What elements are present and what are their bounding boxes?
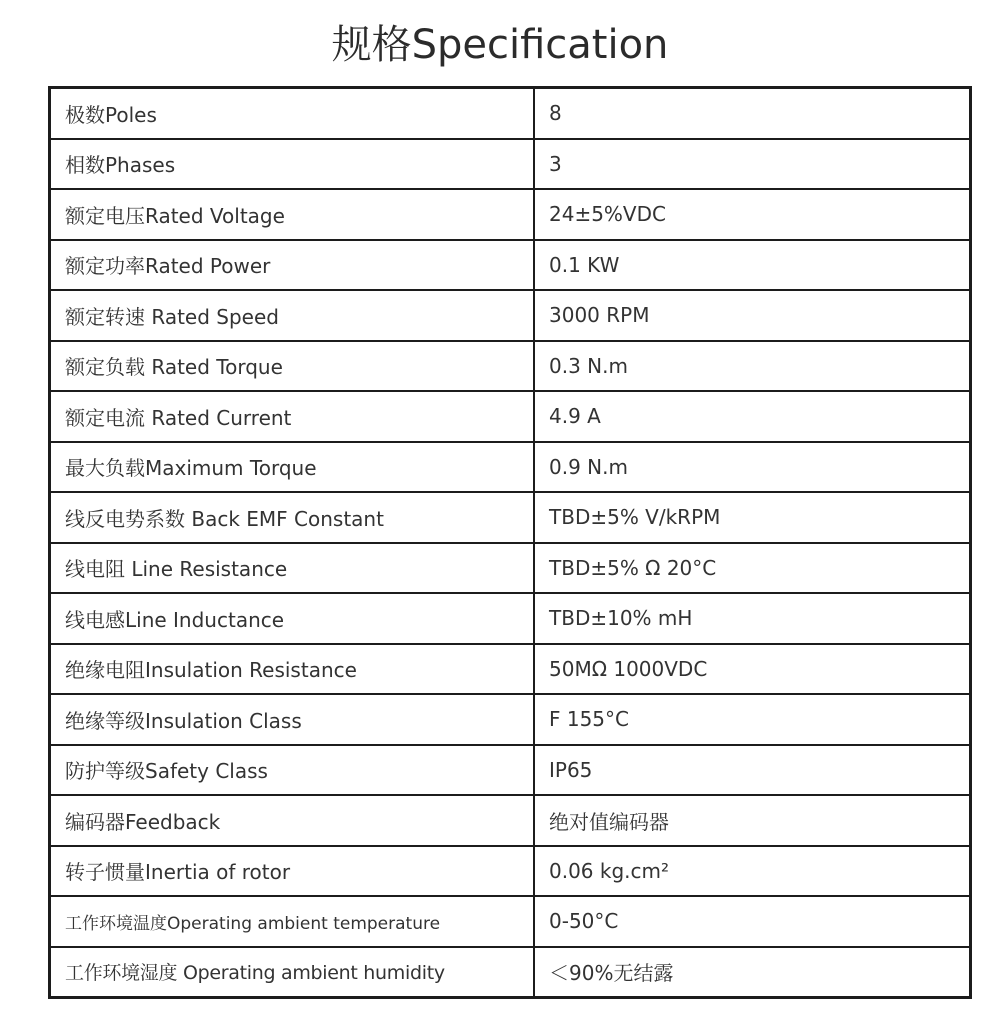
spec-label: 最大负载Maximum Torque xyxy=(50,442,535,493)
table-row xyxy=(50,240,971,291)
table-row xyxy=(50,896,971,947)
spec-label: 极数Poles xyxy=(50,88,535,139)
page-title: 规格Specification xyxy=(331,22,669,68)
spec-value: TBD±10% mH xyxy=(534,593,971,644)
spec-value: 3 xyxy=(534,139,971,190)
table-row xyxy=(50,442,971,493)
spec-value: 0.06 kg.cm² xyxy=(534,846,971,897)
table-row xyxy=(50,290,971,341)
spec-label: 绝缘电阻Insulation Resistance xyxy=(50,644,535,695)
spec-label: 转子惯量Inertia of rotor xyxy=(50,846,535,897)
table-row xyxy=(50,189,971,240)
spec-value: 8 xyxy=(534,88,971,139)
spec-label: 绝缘等级Insulation Class xyxy=(50,694,535,745)
spec-label: 编码器Feedback xyxy=(50,795,535,846)
spec-table-body xyxy=(50,88,971,998)
table-row xyxy=(50,139,971,190)
spec-label: 额定电压Rated Voltage xyxy=(50,189,535,240)
spec-label: 额定功率Rated Power xyxy=(50,240,535,291)
spec-value: ＜90%无结露 xyxy=(534,947,971,998)
spec-label: 额定转速 Rated Speed xyxy=(50,290,535,341)
table-row xyxy=(50,391,971,442)
table-row xyxy=(50,947,971,998)
spec-value: 3000 RPM xyxy=(534,290,971,341)
spec-value: 绝对值编码器 xyxy=(534,795,971,846)
table-row xyxy=(50,492,971,543)
spec-table xyxy=(48,86,972,999)
spec-label: 工作环境温度Operating ambient temperature xyxy=(50,896,535,947)
spec-value: F 155°C xyxy=(534,694,971,745)
spec-value: 0.3 N.m xyxy=(534,341,971,392)
spec-value: 50MΩ 1000VDC xyxy=(534,644,971,695)
spec-value: 0.1 KW xyxy=(534,240,971,291)
spec-value: 4.9 A xyxy=(534,391,971,442)
table-row xyxy=(50,341,971,392)
spec-value: 24±5%VDC xyxy=(534,189,971,240)
table-row xyxy=(50,745,971,796)
spec-value: 0-50°C xyxy=(534,896,971,947)
table-row xyxy=(50,88,971,139)
table-row xyxy=(50,846,971,897)
spec-label: 相数Phases xyxy=(50,139,535,190)
spec-label: 额定负载 Rated Torque xyxy=(50,341,535,392)
table-row xyxy=(50,795,971,846)
table-row xyxy=(50,644,971,695)
spec-value: TBD±5% V/kRPM xyxy=(534,492,971,543)
spec-label: 线电感Line Inductance xyxy=(50,593,535,644)
table-row xyxy=(50,543,971,594)
spec-label: 工作环境湿度 Operating ambient humidity xyxy=(50,947,535,998)
table-row xyxy=(50,593,971,644)
table-row xyxy=(50,694,971,745)
spec-value: 0.9 N.m xyxy=(534,442,971,493)
spec-label: 防护等级Safety Class xyxy=(50,745,535,796)
spec-label: 线电阻 Line Resistance xyxy=(50,543,535,594)
spec-label: 线反电势系数 Back EMF Constant xyxy=(50,492,535,543)
spec-label: 额定电流 Rated Current xyxy=(50,391,535,442)
spec-value: TBD±5% Ω 20°C xyxy=(534,543,971,594)
spec-value: IP65 xyxy=(534,745,971,796)
